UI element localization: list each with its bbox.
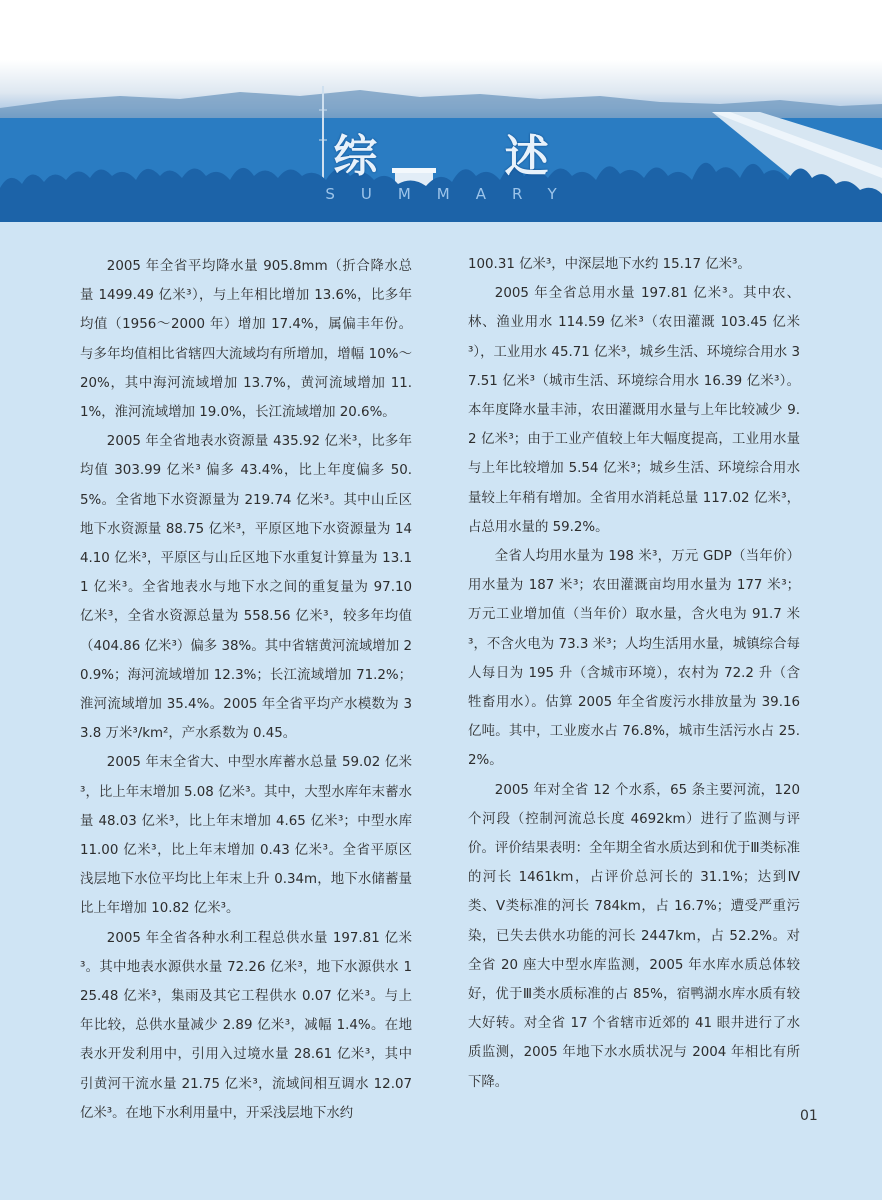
page-subtitle: SUMMARY	[325, 185, 583, 203]
page-number: 01	[800, 1108, 818, 1124]
paragraph-per-capita-use: 全省人均用水量为 198 米³，万元 GDP（当年价）用水量为 187 米³；农田灌溉亩均用水量为 177 米³；万元工业增加值（当年价）取水量，含火电为 91.7 米³，不含火电为 73.3 米³；人均生活用水量，城镇综合每人每日为 195 升（含城市环境），农村为 72.2 升（含牲畜用水）。估算 2005 年全省废污水排放量为 39.16 亿吨。其中，工业废水占 76.8%，城市生活污水占 25.2%。	[468, 549, 800, 769]
content-area	[0, 222, 882, 1200]
paragraph-water-resources: 2005 年全省地表水资源量 435.92 亿米³，比多年均值 303.99 亿米³ 偏多 43.4%，比上年度偏多 50.5%。全省地下水资源量为 219.74 亿米³。其中山丘区地下水资源量 88.75 亿米³，平原区地下水资源量为 144.10 亿米³，平原区与山丘区地下水重复计算量为 13.11 亿米³。全省地表水与地下水之间的重复量为 97.10 亿米³，全省水资源总量为 558.56 亿米³，较多年均值（404.86 亿米³）偏多 38%。其中省辖黄河流域增加 20.9%；海河流域增加 12.3%；长江流域增加 71.2%；淮河流域增加 35.4%。2005 年全省平均产水模数为 33.8 万米³/km²，产水系数为 0.45。	[80, 434, 412, 742]
right-column	[468, 250, 800, 1097]
paragraph-reservoir-storage: 2005 年末全省大、中型水库蓄水总量 59.02 亿米³，比上年末增加 5.08 亿米³。其中，大型水库年末蓄水量 48.03 亿米³，比上年末增加 4.65 亿米³；中型水库 11.00 亿米³，比上年末增加 0.43 亿米³。全省平原区浅层地下水位平均比上年末上升 0.34m，地下水储蓄量比上年增加 10.82 亿米³。	[80, 755, 412, 917]
paragraph-water-quality: 2005 年对全省 12 个水系，65 条主要河流，120 个河段（控制河流总长度 4692km）进行了监测与评价。评价结果表明：全年期全省水质达到和优于Ⅲ类标准的河长 1461km，占评价总河长的 31.1%；达到Ⅳ类、Ⅴ类标准的河长 784km，占 16.7%；遭受严重污染，已失去供水功能的河长 2447km，占 52.2%。对全省 20 座大中型水库监测，2005 年水库水质总体较好，优于Ⅲ类水质标准的占 85%，宿鸭湖水库水质有较大好转。对全省 17 个省辖市近郊的 41 眼井进行了水质监测，2005 年地下水水质状况与 2004 年相比有所下降。	[468, 782, 800, 1090]
paragraph-precipitation: 2005 年全省平均降水量 905.8mm（折合降水总量 1499.49 亿米³），与上年相比增加 13.6%，比多年均值（1956～2000 年）增加 17.4%，属偏丰年份。与多年均值相比省辖四大流域均有所增加，增幅 10%～20%，其中海河流域增加 13.7%，黄河流域增加 11.1%，淮河流域增加 19.0%，长江流域增加 20.6%。	[80, 259, 412, 421]
paragraph-water-use: 2005 年全省总用水量 197.81 亿米³。其中农、林、渔业用水 114.59 亿米³（农田灌溉 103.45 亿米³），工业用水 45.71 亿米³，城乡生活、环境综合用水 37.51 亿米³（城市生活、环境综合用水 16.39 亿米³）。本年度降水量丰沛，农田灌溉用水量与上年比较减少 9.2 亿米³；由于工业产值较上年大幅度提高，工业用水量与上年比较增加 5.54 亿米³；城乡生活、环境综合用水量较上年稍有增加。全省用水消耗总量 117.02 亿米³，占总用水量的 59.2%。	[468, 286, 800, 535]
left-column	[80, 252, 412, 1128]
paragraph-continuation: 100.31 亿米³，中深层地下水约 15.17 亿米³。	[468, 257, 751, 272]
header-banner	[0, 0, 882, 222]
page-title: 综 述	[333, 131, 605, 182]
paragraph-water-supply: 2005 年全省各种水利工程总供水量 197.81 亿米³。其中地表水源供水量 72.26 亿米³，地下水源供水 125.48 亿米³，集雨及其它工程供水 0.07 亿米³。与上年比较，总供水量减少 2.89 亿米³，减幅 1.4%。在地表水开发利用中，引用入过境水量 28.61 亿米³，其中引黄河干流水量 21.75 亿米³，流域间相互调水 12.07 亿米³。在地下水利用量中，开采浅层地下水约	[80, 930, 412, 1121]
